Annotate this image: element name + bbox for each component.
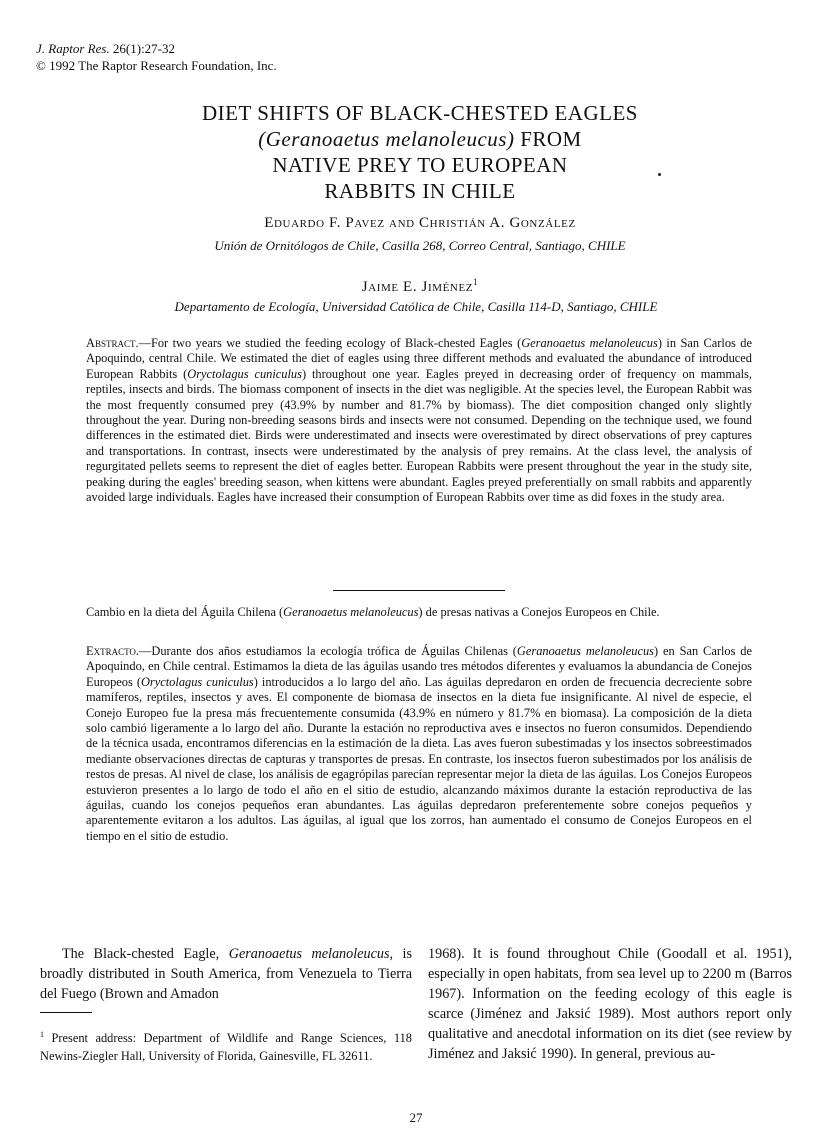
- abstract-english: [86, 336, 752, 505]
- title-line-3: NATIVE PREY TO EUROPEAN: [272, 153, 568, 177]
- footnote-marker: 1: [473, 277, 479, 287]
- title-line-1: DIET SHIFTS OF BLACK-CHESTED EAGLES: [202, 101, 638, 125]
- extracto-sci-name-1: Geranoaetus melanoleucus: [516, 644, 654, 658]
- journal-name: J. Raptor Res.: [36, 41, 110, 56]
- abstract-spanish: [86, 644, 752, 844]
- volume-pages: 26(1):27-32: [112, 41, 176, 56]
- footnote-mark: 1: [40, 1030, 44, 1039]
- affiliation-1: Unión de Ornitólogos de Chile, Casilla 268, Correo Central, Santiago, CHILE: [214, 238, 626, 253]
- author-line-2: [100, 277, 740, 296]
- body-left-text-1: The Black-chested Eagle,: [62, 946, 229, 962]
- abstract-sci-name-2: Oryctolagus cuniculus: [187, 366, 302, 381]
- extracto-label: Extracto.: [86, 644, 140, 658]
- copyright-line: © 1992 The Raptor Research Foundation, Inc.: [36, 58, 277, 73]
- title-line-4: RABBITS IN CHILE: [324, 179, 516, 203]
- page-number: 27: [409, 1110, 423, 1125]
- title-scientific-name: (Geranoaetus melanoleucus): [258, 127, 515, 151]
- author-line-1: [100, 215, 740, 232]
- body-left-text-2: , is broadly distributed in South America, from Venezuela to Tierra del Fuego (Brown and Amadon: [40, 946, 412, 1002]
- spanish-title-text-1: Cambio en la dieta del Águila Chilena (: [86, 605, 284, 619]
- author-and: and: [389, 215, 415, 231]
- body-column-right: 1968). It is found throughout Chile (Goodall et al. 1951), especially in open habitats, from sea level up to 2200 m (Barros 1967). Information on the feeding ecology of this eagle is scarce (Jiménez and Jaksić 1989). Most authors report only qualitative and anecdotal information on its diet (see review by Jiménez and Jaksić 1990). In general, previous au-: [428, 946, 792, 1062]
- footnote: [40, 1026, 412, 1065]
- spanish-title: [86, 604, 752, 620]
- journal-header: [36, 40, 277, 74]
- footnote-text: Present address: Department of Wildlife and Range Sciences, 118 Newins-Ziegler Hall, University of Florida, Gainesville, FL 32611.: [40, 1031, 412, 1064]
- title-line-2-rest: FROM: [514, 127, 582, 151]
- author-jimenez: Jaime E. Jiménez: [361, 279, 474, 295]
- spanish-title-sci-name: Geranoaetus melanoleucus: [283, 605, 419, 619]
- title-line-2: [100, 126, 740, 152]
- body-left-sci-name: Geranoaetus melanoleucus: [228, 946, 390, 962]
- article-title: [100, 100, 740, 204]
- footnote-rule: [40, 1012, 92, 1013]
- abstract-label: Abstract.: [86, 336, 139, 350]
- extracto-text-2: ) en San Carlos de Apoquindo, en Chile central. Estimamos la dieta de las águilas usando tres métodos diferentes y evaluamos la abundancia de Conejos Europeos (: [86, 644, 753, 689]
- abstract-sci-name-1: Geranoaetus melanoleucus: [521, 336, 658, 350]
- abstract-text-1: —For two years we studied the feeding ecology of Black-chested Eagles (: [138, 336, 522, 350]
- body-column-left: [40, 944, 412, 1004]
- abstract-text-3: ) throughout one year. Eagles preyed in decreasing order of frequency on mammals, reptiles, insects and birds. The biomass component of insects in the diet was negligible. At the species level, the European Rabbit was the most frequently consumed prey (43.9% by number and 81.7% by biomass). The diet composition changed only slightly throughout the year. During non-breeding seasons birds and insects were not consumed. Depending on the technique used, we found differences in the estimated diet. Birds were underestimated and insects were overestimated by direct observations of prey captures and transportations. In contrast, insects were underestimated by the analysis of prey remains. At the class level, the analysis of regurgitated pellets seems to represent the diet of eagles better. European Rabbits were present throughout the year in the study site, peaking during the eagles' breeding season, when kittens were abundant. Eagles preyed preferentially on small rabbits and apparently avoided large individuals. Eagles have increased their consumption of European Rabbits over time as did foxes in the study area.: [86, 366, 752, 505]
- scan-speck: [658, 173, 661, 176]
- affiliation-2: Departamento de Ecología, Universidad Católica de Chile, Casilla 114-D, Santiago, CHILE: [174, 299, 658, 314]
- section-divider: [333, 590, 505, 591]
- author-pavez: Eduardo F. Pavez: [264, 215, 385, 231]
- abstract-text-2: ) in San Carlos de Apoquindo, central Chile. We estimated the diet of eagles using three different methods and evaluated the abundance of introduced European Rabbits (: [86, 336, 752, 381]
- author-gonzalez: Christián A. González: [419, 215, 576, 231]
- spanish-title-text-2: ) de presas nativas a Conejos Europeos en Chile.: [418, 605, 660, 619]
- citation-line: [36, 40, 277, 57]
- extracto-text-1: —Durante dos años estudiamos la ecología trófica de Águilas Chilenas (: [139, 644, 517, 658]
- extracto-text-3: ) introducidos a lo largo del año. Las águilas depredaron en orden de frecuencia decreciente sobre mamíferos, reptiles, insectos y aves. El componente de biomasa de insectos en la dieta fue insignificante. Al nivel de especie, el Conejo Europeo fue la presa más frecuentemente consumida (43.9% en número y 81.7% en biomasa). La composición de la dieta solo cambió ligeramente a lo largo del año. Durante la estación no reproductiva aves e insectos no fueron consumidos. Dependiendo de la técnica usada, encontramos diferencias en la estimación de la dieta. Las aves fueron subestimadas y los insectos sobreestimados mediante observaciones directas de capturas y transportes de presas. En contraste, los insectos fueron subestimados por los análisis de restos de presas. Al nivel de clase, los análisis de egagrópilas parecían representar mejor la dieta de las águilas. Los Conejos Europeos estuvieron presentes a lo largo de todo el año en el sitio de estudio, alcanzando máximos durante la estación reproductiva de las águilas, cuando los conejos pequeños eran abundantes. Las águilas depredaron preferentemente sobre conejos pequeños y aparentemente evitaron a los adultos. Las águilas, al igual que los zorros, han aumentado el consumo de Conejos Europeos en el tiempo en el sitio de estudio.: [86, 674, 752, 843]
- extracto-sci-name-2: Oryctolagus cuniculus: [140, 674, 254, 689]
